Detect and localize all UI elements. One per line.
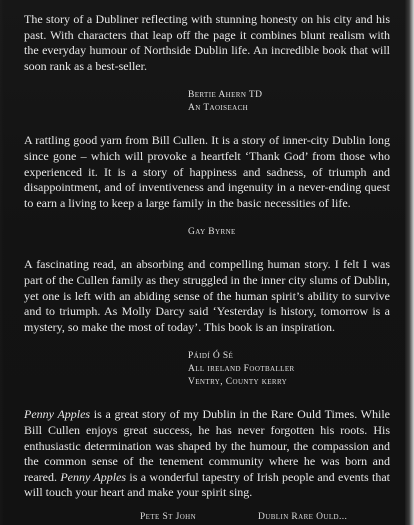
quote-st-john [24, 407, 390, 501]
attribution-title: Dublin Rare Ould... [258, 512, 348, 522]
attribution-byrne [188, 226, 390, 239]
attribution-name: Bertie Ahern TD [188, 90, 263, 101]
attribution-name: Páidí Ó Sé [188, 351, 234, 362]
quote-o-se: A fascinating read, an absorbing and compelling human story. I felt I was part of the Cullen family as they struggled in the inner city slums of Dublin, yet one is left with an abiding sense of the human spirit’s ability to survive and to triumph. As Molly Darcy said ‘Yesterday is history, tomorrow is a mystery, so make the most of today’. This book is an inspiration. [24, 257, 390, 334]
attribution-name: Gay Byrne [188, 227, 236, 238]
book-title: Penny Apples [60, 469, 127, 484]
attribution-ahern [188, 89, 390, 115]
quote-byrne: A rattling good yarn from Bill Cullen. It is a story of inner-city Dublin long since gone – which will provoke a heartfelt ‘Thank God’ from those who experienced it. It is a story of happiness and sadness, of triumph and disappointment, and of inventiveness and ingenuity in a never-ending quest to earn a living to keep a large family in the basic necessities of life. [24, 133, 390, 210]
attribution-title: An Taoiseach [188, 103, 249, 114]
quote-text: is a wonderful tapestry of Irish people and events that will touch your heart and make your spirit sing. [24, 469, 390, 500]
cover-edge [405, 0, 414, 525]
attribution-name: Pete St John [140, 512, 197, 522]
book-title: Penny Apples [24, 407, 91, 422]
attribution-title: All ireland Footballer [188, 364, 295, 375]
blurb-column [24, 12, 390, 501]
attribution-o-se [188, 350, 390, 389]
attribution-location: Ventry, County kerry [188, 377, 288, 388]
quote-text: is a great story of my Dublin in the Rare Ould Times. While Bill Cullen enjoys great success, he has never forgotten his roots. His enthusiastic determination was shaped by the humour, the compassion and the common sense of the tenement community where he was born and reared. [24, 407, 390, 484]
attribution-st-john [140, 512, 410, 522]
quote-ahern: The story of a Dubliner reflecting with stunning honesty on his city and his past. With characters that leap off the page it combines blunt realism with the everyday humour of Northside Dublin life. An incredible book that will soon rank as a best-seller. [24, 12, 390, 73]
